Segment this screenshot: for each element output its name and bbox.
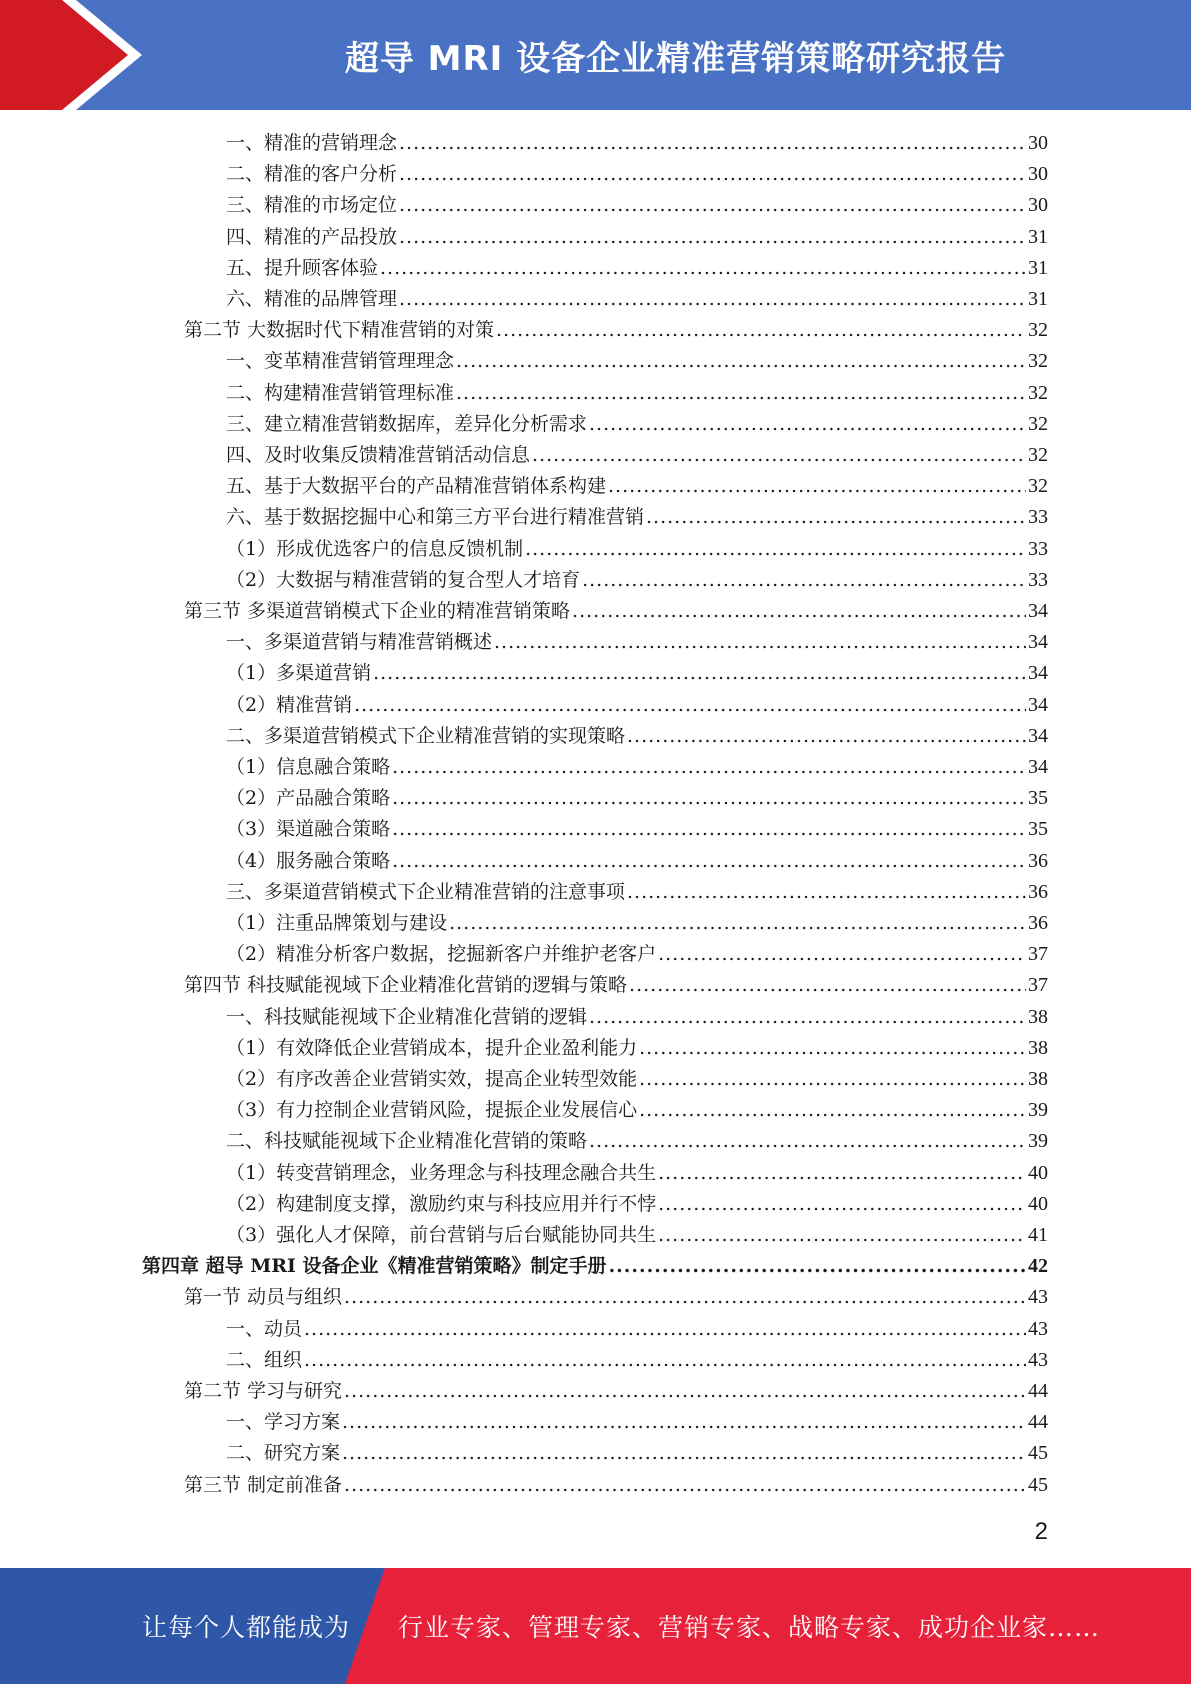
toc-entry-page: 41 [1028,1224,1048,1246]
toc-entry-title: （2）大数据与精准营销的复合型人才培育 [226,568,581,591]
toc-entry-title: 二、构建精准营销管理标准 [226,381,455,404]
toc-entry-page: 34 [1028,693,1048,716]
toc-entry-page: 38 [1028,1036,1048,1059]
toc-entry[interactable] [226,783,1048,814]
toc-entry-page: 39 [1028,1099,1048,1122]
toc-dot-leader [399,190,1026,221]
toc-entry-page: 33 [1028,568,1048,591]
toc-dot-leader [399,159,1026,190]
report-footer [0,1568,1191,1684]
toc-entry-title: 二、研究方案 [226,1442,341,1465]
toc-dot-leader [658,939,1026,970]
toc-entry-page: 32 [1028,475,1048,498]
toc-entry-title: 二、多渠道营销模式下企业精准营销的实现策略 [226,724,626,747]
toc-entry[interactable] [226,1126,1048,1157]
toc-dot-leader [658,1189,1026,1220]
toc-entry[interactable] [226,1345,1048,1376]
toc-entry-title: （1）形成优选客户的信息反馈机制 [226,537,524,560]
toc-entry-page: 45 [1028,1473,1048,1496]
toc-dot-leader [354,690,1026,721]
toc-entry-page: 36 [1028,849,1048,872]
toc-entry[interactable] [226,534,1048,565]
toc-entry[interactable] [226,346,1048,377]
toc-entry-title: 二、组织 [226,1348,303,1371]
toc-entry-title: 二、科技赋能视域下企业精准化营销的策略 [226,1130,588,1153]
toc-entry-page: 32 [1028,381,1048,404]
toc-entry-page: 38 [1028,1005,1048,1028]
toc-dot-leader [456,378,1026,409]
toc-entry-title: 第四节 科技赋能视域下企业精准化营销的逻辑与策略 [184,974,628,997]
toc-entry-page: 42 [1028,1255,1048,1278]
toc-entry-title: 第二节 学习与研究 [184,1380,343,1402]
toc-entry[interactable] [226,190,1048,221]
toc-entry[interactable] [184,1282,1048,1313]
toc-entry-title: 六、精准的品牌管理 [226,288,398,310]
toc-entry-page: 31 [1028,256,1048,279]
toc-dot-leader [658,1220,1026,1251]
toc-entry[interactable] [226,814,1048,845]
toc-entry[interactable] [226,409,1048,440]
toc-dot-leader [392,846,1026,877]
toc-entry-title: 一、学习方案 [226,1411,341,1434]
toc-entry-page: 32 [1028,412,1048,435]
toc-entry-page: 34 [1028,631,1048,654]
toc-entry[interactable] [226,908,1048,939]
toc-entry[interactable] [226,1095,1048,1126]
toc-entry-title: 第三节 制定前准备 [184,1473,343,1496]
header-arrow-decoration [0,0,160,110]
toc-entry-page: 34 [1028,600,1048,622]
toc-entry-title: （2）构建制度支撑，激励约束与科技应用并行不悖 [226,1192,657,1215]
toc-entry-page: 36 [1028,912,1048,934]
toc-entry-page: 37 [1028,974,1048,997]
toc-dot-leader [589,1002,1026,1033]
toc-entry-page: 45 [1028,1442,1048,1465]
toc-dot-leader [608,471,1026,502]
toc-entry-page: 37 [1028,943,1048,966]
toc-entry[interactable] [226,658,1048,689]
toc-dot-leader [344,1376,1026,1407]
toc-entry[interactable] [226,1189,1048,1220]
toc-entry-title: 二、精准的客户分析 [226,163,398,186]
toc-entry-page: 35 [1028,818,1048,841]
toc-entry-title: （1）有效降低企业营销成本，提升企业盈利能力 [226,1036,638,1059]
toc-entry[interactable] [226,690,1048,721]
toc-entry[interactable] [226,846,1048,877]
toc-entry[interactable] [226,440,1048,471]
toc-entry-page: 44 [1028,1380,1048,1402]
toc-entry-title: 三、精准的市场定位 [226,194,398,217]
toc-entry[interactable] [226,1314,1048,1345]
toc-entry[interactable] [142,1251,1048,1282]
toc-entry-page: 30 [1028,163,1048,186]
footer-slogan-lead: 让每个人都能成为 [142,1613,351,1642]
toc-entry-title: （2）精准营销 [226,693,353,716]
toc-entry-page: 39 [1028,1130,1048,1153]
toc-dot-leader [589,409,1026,440]
toc-entry-page: 40 [1028,1192,1048,1215]
toc-entry[interactable] [226,1033,1048,1064]
toc-entry[interactable] [226,1220,1048,1251]
toc-entry-page: 32 [1028,444,1048,466]
toc-dot-leader [380,253,1026,284]
toc-entry[interactable] [226,627,1048,658]
toc-entry[interactable] [226,1438,1048,1469]
toc-entry-title: 第四章 超导 MRI 设备企业《精准营销策略》制定手册 [142,1255,607,1278]
toc-entry-page: 43 [1028,1348,1048,1371]
toc-entry-page: 30 [1028,194,1048,217]
toc-dot-leader [582,565,1026,596]
toc-dot-leader [456,346,1026,377]
toc-entry[interactable] [226,1158,1048,1189]
toc-dot-leader [304,1314,1026,1345]
toc-entry-page: 35 [1028,787,1048,810]
toc-entry-title: （4）服务融合策略 [226,849,391,872]
toc-entry-title: （1）注重品牌策划与建设 [226,912,448,934]
toc-dot-leader [639,1095,1026,1126]
toc-dot-leader [639,1033,1026,1064]
toc-entry-title: （3）有力控制企业营销风险，提振企业发展信心 [226,1099,638,1122]
toc-entry-title: 五、提升顾客体验 [226,256,379,279]
toc-entry-page: 38 [1028,1068,1048,1090]
toc-entry-page: 30 [1028,132,1048,154]
toc-entry-title: 一、精准的营销理念 [226,132,398,154]
toc-entry-page: 34 [1028,756,1048,778]
toc-entry-title: （1）转变营销理念，业务理念与科技理念融合共生 [226,1161,657,1184]
toc-entry-page: 40 [1028,1161,1048,1184]
toc-entry-title: （3）强化人才保障，前台营销与后台赋能协同共生 [226,1224,657,1246]
toc-dot-leader [449,908,1026,939]
toc-entry[interactable] [226,752,1048,783]
toc-entry[interactable] [226,1407,1048,1438]
toc-entry-page: 31 [1028,225,1048,248]
toc-entry-page: 36 [1028,880,1048,903]
toc-entry[interactable] [226,128,1048,159]
toc-dot-leader [629,970,1026,1001]
toc-dot-leader [525,534,1026,565]
toc-entry-page: 31 [1028,288,1048,310]
toc-entry[interactable] [184,970,1048,1001]
toc-entry[interactable] [226,1064,1048,1095]
toc-entry-page: 34 [1028,724,1048,747]
toc-entry-title: （2）产品融合策略 [226,787,391,810]
toc-entry-title: （3）渠道融合策略 [226,818,391,841]
toc-entry[interactable] [184,1376,1048,1407]
toc-entry-title: （1）信息融合策略 [226,756,391,778]
toc-dot-leader [399,284,1026,315]
toc-entry[interactable] [226,253,1048,284]
toc-entry-title: （1）多渠道营销 [226,662,372,685]
toc-entry-title: 一、多渠道营销与精准营销概述 [226,631,493,654]
toc-dot-leader [639,1064,1026,1095]
report-header [0,0,1191,110]
toc-dot-leader [609,1251,1026,1282]
toc-dot-leader [532,440,1026,471]
toc-dot-leader [342,1407,1026,1438]
toc-entry[interactable] [226,159,1048,190]
toc-dot-leader [627,877,1026,908]
report-title: 超导 MRI 设备企业精准营销策略研究报告 [344,38,1007,79]
toc-entry-title: 一、科技赋能视域下企业精准化营销的逻辑 [226,1005,588,1028]
toc-entry[interactable] [226,939,1048,970]
toc-entry-title: 第一节 动员与组织 [184,1286,343,1309]
toc-dot-leader [373,658,1026,689]
toc-dot-leader [572,596,1026,627]
toc-entry-title: 一、变革精准营销管理理念 [226,350,455,373]
toc-dot-leader [658,1158,1026,1189]
toc-dot-leader [392,783,1026,814]
toc-entry-title: （2）有序改善企业营销实效，提高企业转型效能 [226,1068,638,1090]
toc-entry-page: 33 [1028,506,1048,529]
toc-entry[interactable] [184,1470,1048,1501]
toc-entry-title: 三、多渠道营销模式下企业精准营销的注意事项 [226,880,626,903]
toc-entry[interactable] [184,596,1048,627]
page-number: 2 [1034,1518,1048,1545]
toc-entry[interactable] [226,284,1048,315]
toc-entry-page: 33 [1028,537,1048,560]
toc-entry-title: （2）精准分析客户数据，挖掘新客户并维护老客户 [226,943,657,966]
toc-entry-title: 第三节 多渠道营销模式下企业的精准营销策略 [184,600,571,622]
toc-entry[interactable] [226,222,1048,253]
toc-entry-title: 六、基于数据挖掘中心和第三方平台进行精准营销 [226,506,645,529]
toc-dot-leader [392,814,1026,845]
toc-dot-leader [399,128,1026,159]
toc-dot-leader [304,1345,1026,1376]
toc-entry-page: 43 [1028,1317,1048,1340]
toc-entry-page: 34 [1028,662,1048,685]
toc-entry[interactable] [226,471,1048,502]
toc-entry-page: 43 [1028,1286,1048,1309]
toc-entry[interactable] [226,378,1048,409]
toc-entry[interactable] [226,721,1048,752]
toc-entry-title: 四、精准的产品投放 [226,225,398,248]
toc-dot-leader [342,1438,1026,1469]
toc-entry-title: 三、建立精准营销数据库，差异化分析需求 [226,412,588,435]
toc-entry[interactable] [226,1002,1048,1033]
toc-dot-leader [399,222,1026,253]
toc-entry-title: 一、动员 [226,1317,303,1340]
footer-slogan-roles: 行业专家、管理专家、营销专家、战略专家、成功企业家…… [398,1613,1101,1642]
toc-entry-page: 32 [1028,350,1048,373]
toc-dot-leader [344,1470,1026,1501]
toc-entry[interactable] [226,877,1048,908]
toc-entry-page: 44 [1028,1411,1048,1434]
toc-entry[interactable] [184,315,1048,346]
toc-dot-leader [392,752,1026,783]
toc-entry-title: 四、及时收集反馈精准营销活动信息 [226,444,531,466]
toc-dot-leader [646,502,1026,533]
toc-dot-leader [344,1282,1026,1313]
toc-dot-leader [627,721,1026,752]
toc-entry[interactable] [226,565,1048,596]
toc-entry[interactable] [226,502,1048,533]
toc-entry-title: 五、基于大数据平台的产品精准营销体系构建 [226,475,607,498]
toc-entry-page: 32 [1028,319,1048,342]
toc-dot-leader [496,315,1026,346]
toc-dot-leader [589,1126,1026,1157]
toc-dot-leader [494,627,1026,658]
toc-entry-title: 第二节 大数据时代下精准营销的对策 [184,319,495,342]
